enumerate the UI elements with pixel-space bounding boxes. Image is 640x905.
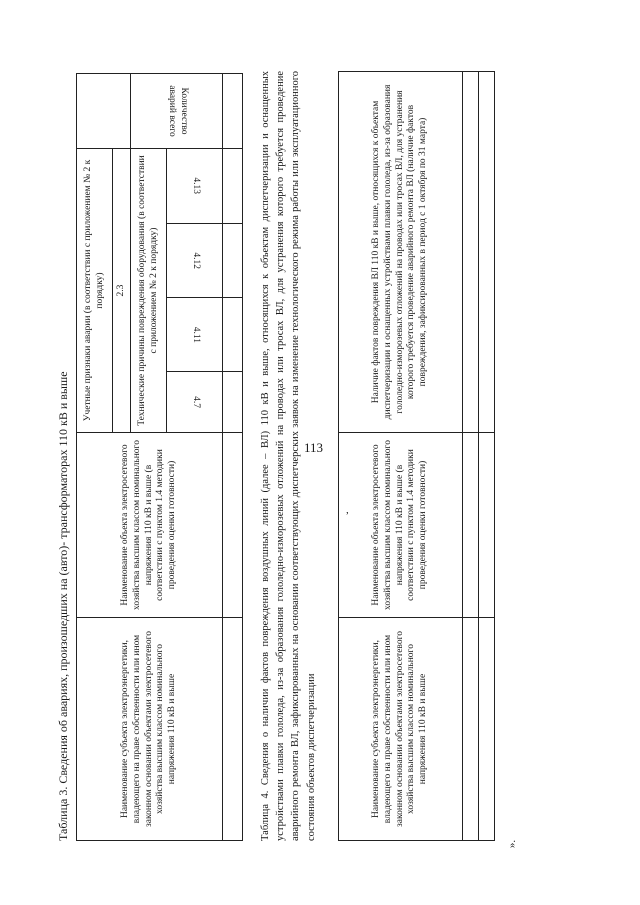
table3-title: Таблица 3. Сведения об авариях, произошедших на (авто)- трансформаторах 110 кВ и выше (56, 371, 70, 841)
table3-cell (223, 298, 243, 372)
table3-code-label: 4.12 (190, 252, 201, 269)
table3-code-4-11 (167, 298, 223, 372)
table3-cell (223, 433, 243, 618)
table3-subgroup-header: Технические причины повреждения оборудования (в соответствии с приложением № 2 к порядку) (131, 149, 167, 433)
table4 (338, 71, 495, 841)
table4-cell (479, 618, 495, 841)
table3-code-label: 4.13 (190, 177, 201, 195)
table3-col2-header: Наименование объекта электросетевого хозяйства высшим классом номинального напряжения 110 кВ и выше (в соответствии с пунктом 1.4 методики проведения оценки готовности) (77, 433, 223, 618)
table3 (76, 73, 243, 841)
table3-group-code: 2.3 (113, 149, 131, 433)
table4-cell (463, 433, 479, 618)
table3-total-header (131, 74, 223, 149)
table3-code-label: 4.11 (190, 326, 201, 343)
table3-group-header: Учетные признаки аварии (в соответствии с приложением № 2 к порядку) (77, 149, 113, 433)
table4-cell (479, 72, 495, 433)
table4-col3-header: Наличие фактов повреждения ВЛ 110 кВ и выше, относящихся к объектам диспетчеризации и оснащенных устройствами плавки гололеда, из-за образования гололедно-изморозевых отложений на проводах или тросах ВЛ, для устранения которого требуется проведение аварийного ремонта ВЛ (наличие фактов повреждения, зафиксированных в период с 1 октября по 31 марта) (339, 72, 463, 433)
table4-cell (463, 618, 479, 841)
table4-caption: Таблица 4. Сведения о наличии фактов повреждения воздушных линий (далее – ВЛ) 110 кВ и выше, относящихся к объектам диспетчеризации и оснащенных устройствами плавки гололеда, из-за образования гололедно-изморозевых отложений на проводах или тросах ВЛ, для устранения которого требуется проведение аварийного ремонта ВЛ, зафиксированных на основании соответствующих диспетчерских заявок на изменение технологического режима работы или эксплуатационного состояния объектов диспетчеризации (260, 71, 317, 841)
table4-col2-header: Наименование объекта электросетевого хозяйства высшим классом номинального напряжения 110 кВ и выше (в соответствии с пунктом 1.4 методики проведения оценки готовности) (339, 433, 463, 618)
table3-code-4-12 (167, 223, 223, 298)
end-mark: ». (506, 839, 519, 849)
table3-cell (223, 74, 243, 149)
table3-cell (223, 149, 243, 224)
table3-code-4-7 (167, 372, 223, 433)
table3-code-label: 4.7 (190, 396, 201, 409)
table3-group-blank (77, 74, 131, 149)
table3-code-4-13 (167, 149, 223, 224)
table4-col1-header: Наименование субъекта электроэнергетики, владеющего на праве собственности или ином законном основании объектами электросетевого хозяйства высшим классом номинального напряжения 110 кВ и выше (339, 618, 463, 841)
stray-mark: , (346, 504, 349, 516)
table3-cell (223, 223, 243, 298)
table3-total-label: Количество аварий всего (166, 85, 189, 137)
table3-col1-header: Наименование субъекта электроэнергетики, владеющего на праве собственности или ином законном основании объектами электросетевого хозяйства высшим классом номинального напряжения 110 кВ и выше (77, 618, 223, 841)
table3-cell (223, 372, 243, 433)
page-number: 113 (304, 440, 324, 455)
table4-cell (479, 433, 495, 618)
table4-cell (463, 72, 479, 433)
table3-cell (223, 618, 243, 841)
